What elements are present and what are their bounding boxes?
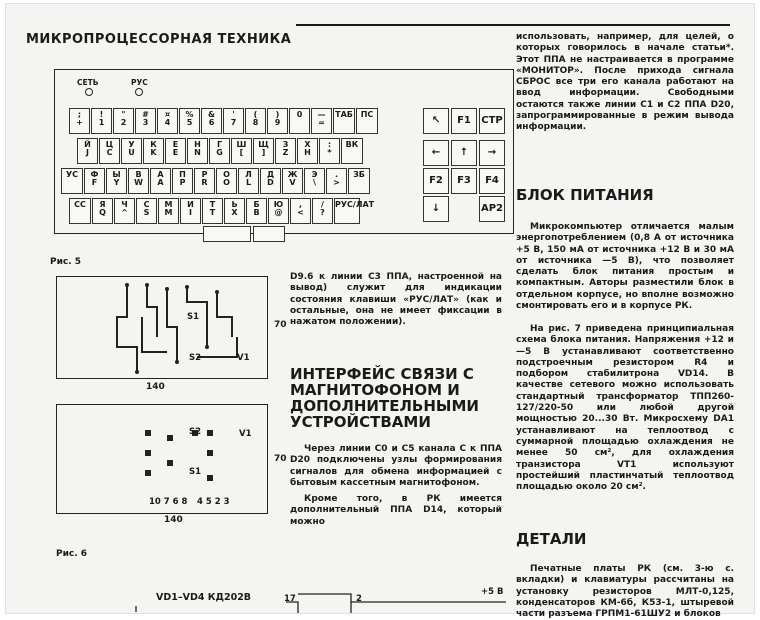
func-key-6[interactable]: F2: [423, 168, 449, 194]
key-1-1[interactable]: Ц C: [99, 138, 120, 164]
parts-paragraph: Печатные платы РК (см. 3-ю с. вкладки) и клавиатуры рассчитаны на установку резисторов МЛТ-0,125, конденсаторов КМ-6б, К53-1, штыревой части разъема ГРПМ1-61ШУ2 и блоков: [516, 564, 734, 620]
key-1-0[interactable]: Й J: [77, 138, 98, 164]
indicator-label-rus: РУС: [131, 78, 148, 87]
pcb2-label-v1: V1: [239, 429, 252, 439]
interface-paragraph-1: Через линии С0 и С5 канала С к ППА D20 подключены узлы формирования сигналов для обмена информацией с бытовым кассетным магнитофоном.: [290, 444, 502, 488]
key-3-4[interactable]: М M: [158, 198, 179, 224]
key-3-6[interactable]: Т T: [202, 198, 223, 224]
key-2-12[interactable]: . >: [326, 168, 347, 194]
func-key-2[interactable]: СТР: [479, 108, 505, 134]
func-key-8[interactable]: F4: [479, 168, 505, 194]
pcb1-width: 140: [146, 382, 165, 392]
power-paragraph-1: Микрокомпьютер отличается малым энергопотреблением (0,8 А от источника +5 В, 150 мА от источника +12 В и 30 мА от источника —5 В), что позволяет сделать блок питания простым и компактным. Авторы разместили блок в отдельном корпусе, но вполне возможно смонтировать его и в корпусе РК.: [516, 222, 734, 312]
key-0-9[interactable]: ) 9: [267, 108, 288, 134]
pcb-board-1-traces: [57, 277, 267, 378]
key-1-2[interactable]: У U: [121, 138, 142, 164]
keyboard-figure: [54, 69, 514, 234]
space-key-left[interactable]: [203, 226, 251, 242]
indicator-label-power: СЕТЬ: [77, 78, 99, 87]
key-3-3[interactable]: С S: [136, 198, 157, 224]
pcb2-label-s2: S2: [189, 427, 202, 437]
header-rule: [296, 24, 730, 26]
key-2-7[interactable]: О O: [216, 168, 237, 194]
page: [6, 4, 754, 620]
schematic-pin-2: 2: [356, 594, 362, 604]
schematic-voltage: +5 В: [481, 587, 504, 597]
key-0-7[interactable]: ' 7: [223, 108, 244, 134]
func-key-10[interactable]: АР2: [479, 196, 505, 222]
key-2-2[interactable]: Ы Y: [106, 168, 127, 194]
pcb2-pins-right: 4 5 2 3: [197, 497, 230, 507]
func-key-4[interactable]: ↑: [451, 140, 477, 166]
key-3-1[interactable]: Я Q: [92, 198, 113, 224]
key-1-9[interactable]: З Z: [275, 138, 296, 164]
key-2-13[interactable]: ЗБ: [348, 168, 370, 194]
indicator-power-icon: [85, 88, 93, 96]
pcb-board-2: [56, 404, 268, 514]
key-2-11[interactable]: Э \: [304, 168, 325, 194]
key-3-5[interactable]: И I: [180, 198, 201, 224]
key-3-7[interactable]: Ь X: [224, 198, 245, 224]
func-key-7[interactable]: F3: [451, 168, 477, 194]
key-0-8[interactable]: ( 8: [245, 108, 266, 134]
space-key-right[interactable]: [253, 226, 285, 242]
key-3-0[interactable]: СС: [69, 198, 91, 224]
pcb1-label-s1: S1: [187, 312, 200, 322]
key-3-12[interactable]: РУС/ЛАТ: [334, 198, 360, 224]
pcb2-width: 140: [164, 515, 183, 525]
pcb1-label-s2: S2: [189, 353, 202, 363]
key-0-10[interactable]: 0: [289, 108, 310, 134]
func-key-1[interactable]: F1: [451, 108, 477, 134]
fig6-caption: Рис. 6: [56, 549, 88, 559]
key-1-6[interactable]: Г G: [209, 138, 230, 164]
key-0-3[interactable]: # 3: [135, 108, 156, 134]
pcb2-height: 70: [274, 454, 287, 464]
key-2-1[interactable]: Ф F: [84, 168, 105, 194]
func-key-9[interactable]: ↓: [423, 196, 449, 222]
key-1-4[interactable]: Е E: [165, 138, 186, 164]
pcb-board-1: [56, 276, 268, 379]
key-3-9[interactable]: Ю @: [268, 198, 289, 224]
power-paragraph-2: На рис. 7 приведена принципиальная схема блока питания. Напряжения +12 и —5 В устанавливают соответственно подстроечным резистором R4 и подбором стабилитрона VD14. В качестве сетевого можно использовать стандартный трансформатор ТПП260-127/220-50 или любой другой мощностью 20...30 Вт. Микросхему DA1 устанавливают на теплоотвод с суммарной площадью охлаждения не менее 50 см², для охлаждения транзистора VT1 используют простейший пластинчатый теплоотвод площадью около 20 см².: [516, 324, 734, 493]
key-0-6[interactable]: & 6: [201, 108, 222, 134]
key-0-13[interactable]: ПС: [356, 108, 378, 134]
key-3-10[interactable]: , <: [290, 198, 311, 224]
pcb2-label-s1: S1: [189, 467, 202, 477]
schematic-diode-label: VD1–VD4 КД202В: [156, 592, 252, 603]
indicator-rus-icon: [135, 88, 143, 96]
key-0-0[interactable]: ; +: [69, 108, 90, 134]
key-2-3[interactable]: В W: [128, 168, 149, 194]
schematic-pin-17: 17: [284, 594, 296, 604]
key-1-8[interactable]: Щ ]: [253, 138, 274, 164]
func-key-3[interactable]: ←: [423, 140, 449, 166]
mid-paragraph: D9.6 к линии С3 ППА, настроенной на вывод) служит для индикации состояния клавиши «РУС/ЛАТ» (как и остальные, она не имеет фиксации в нажатом положении).: [290, 272, 502, 328]
key-2-6[interactable]: Р R: [194, 168, 215, 194]
key-0-4[interactable]: ¤ 4: [157, 108, 178, 134]
key-0-11[interactable]: — =: [311, 108, 332, 134]
func-key-0[interactable]: ↖: [423, 108, 449, 134]
key-3-2[interactable]: Ч ^: [114, 198, 135, 224]
key-1-5[interactable]: Н N: [187, 138, 208, 164]
key-2-9[interactable]: Д D: [260, 168, 281, 194]
key-0-5[interactable]: % 5: [179, 108, 200, 134]
key-0-2[interactable]: " 2: [113, 108, 134, 134]
pcb1-label-v1: V1: [237, 353, 250, 363]
key-1-11[interactable]: : *: [319, 138, 340, 164]
header-title: МИКРОПРОЦЕССОРНАЯ ТЕХНИКА: [26, 32, 292, 47]
key-1-10[interactable]: Х H: [297, 138, 318, 164]
section-title-parts: ДЕТАЛИ: [516, 530, 587, 548]
key-2-4[interactable]: А A: [150, 168, 171, 194]
section-title-interface: ИНТЕРФЕЙС СВЯЗИ С МАГНИТОФОНОМ И ДОПОЛНИТЕЛЬНЫМИ УСТРОЙСТВАМИ: [290, 365, 479, 431]
key-2-0[interactable]: УС: [61, 168, 83, 194]
func-key-5[interactable]: →: [479, 140, 505, 166]
key-1-12[interactable]: ВК: [341, 138, 363, 164]
key-2-10[interactable]: Ж V: [282, 168, 303, 194]
key-0-12[interactable]: ТАБ: [333, 108, 355, 134]
key-1-3[interactable]: К K: [143, 138, 164, 164]
interface-paragraph-2: Кроме того, в РК имеется дополнительный ППА D14, который можно: [290, 494, 502, 527]
key-2-8[interactable]: Л L: [238, 168, 259, 194]
key-3-11[interactable]: / ?: [312, 198, 333, 224]
pcb1-height: 70: [274, 320, 287, 330]
right-top-paragraph: использовать, например, для целей, о которых говорилось в начале статьи*. Этот ППА не настраивается в программе «МОНИТОР». После прихода сигнала СБРОС все три его канала работают на ввод информации. Свободными остаются также линии С1 и С2 ППА D20, запрограммированные в режим вывода информации.: [516, 32, 734, 133]
key-2-5[interactable]: П P: [172, 168, 193, 194]
key-0-1[interactable]: ! 1: [91, 108, 112, 134]
key-3-8[interactable]: Б B: [246, 198, 267, 224]
fig5-caption: Рис. 5: [50, 257, 82, 267]
key-1-7[interactable]: Ш [: [231, 138, 252, 164]
section-title-power: БЛОК ПИТАНИЯ: [516, 186, 654, 204]
pcb2-pins-left: 10 7 6 8: [149, 497, 188, 507]
